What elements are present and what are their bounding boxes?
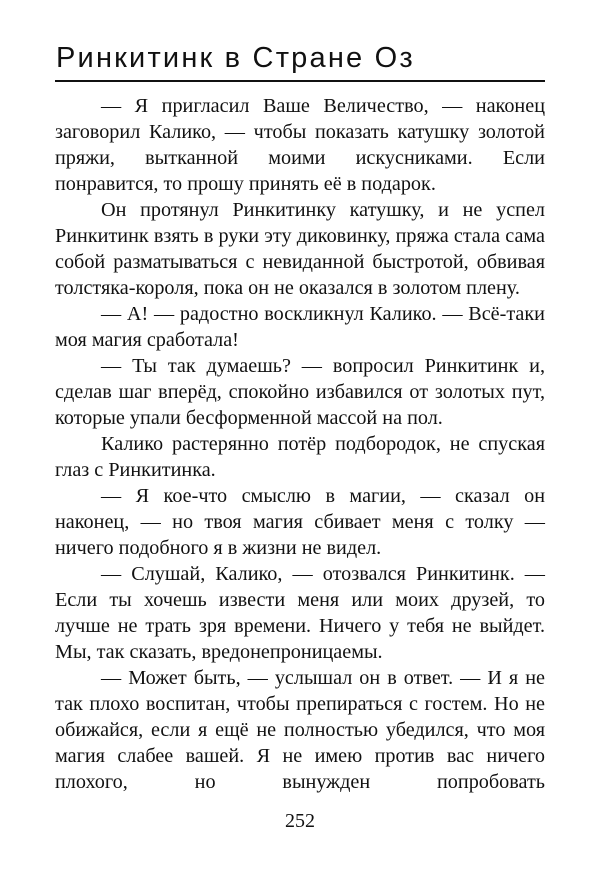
- paragraph-8: — Может быть, — услышал он в ответ. — И я не так плохо воспитан, чтобы препираться с гостем. Но не обижайся, если я ещё не полностью убедился, что моя магия слабее вашей. Я не имею против вас ничего плохого, но вынужден попробовать: [55, 667, 545, 793]
- running-title: Ринкитинк в Стране Оз: [56, 42, 415, 74]
- paragraph-5: Калико растерянно потёр подбородок, не спуская глаз с Ринкитинка.: [55, 433, 545, 481]
- paragraph-3: — А! — радостно воскликнул Калико. — Всё-таки моя магия сработала!: [55, 303, 545, 351]
- paragraph-6: — Я кое-что смыслю в магии, — сказал он наконец, — но твоя магия сбивает меня с толку — ничего подобного я в жизни не видел.: [55, 485, 545, 559]
- page-number: 252: [285, 810, 315, 832]
- paragraph-4: — Ты так думаешь? — вопросил Ринкитинк и, сделав шаг вперёд, спокойно избавился от золотых пут, которые упали бесформенной массой на пол.: [55, 355, 545, 429]
- body-text: [55, 93, 545, 795]
- paragraph-7: — Слушай, Калико, — отозвался Ринкитинк. — Если ты хочешь извести меня или моих друзей, то лучше не трать зря времени. Ничего у тебя не выйдет. Мы, так сказать, вредонепроницаемы.: [55, 563, 545, 663]
- paragraph-2: Он протянул Ринкитинку катушку, и не успел Ринкитинк взять в руки эту диковинку, пряжа стала сама собой разматываться с невиданной быстротой, обвивая толстяка-короля, пока он не оказался в золотом плену.: [55, 199, 545, 299]
- paragraph-1: — Я пригласил Ваше Величество, — наконец заговорил Калико, — чтобы показать катушку золотой пряжи, вытканной моими искусниками. Если понравится, то прошу принять её в подарок.: [55, 95, 545, 195]
- header-rule: [55, 80, 545, 82]
